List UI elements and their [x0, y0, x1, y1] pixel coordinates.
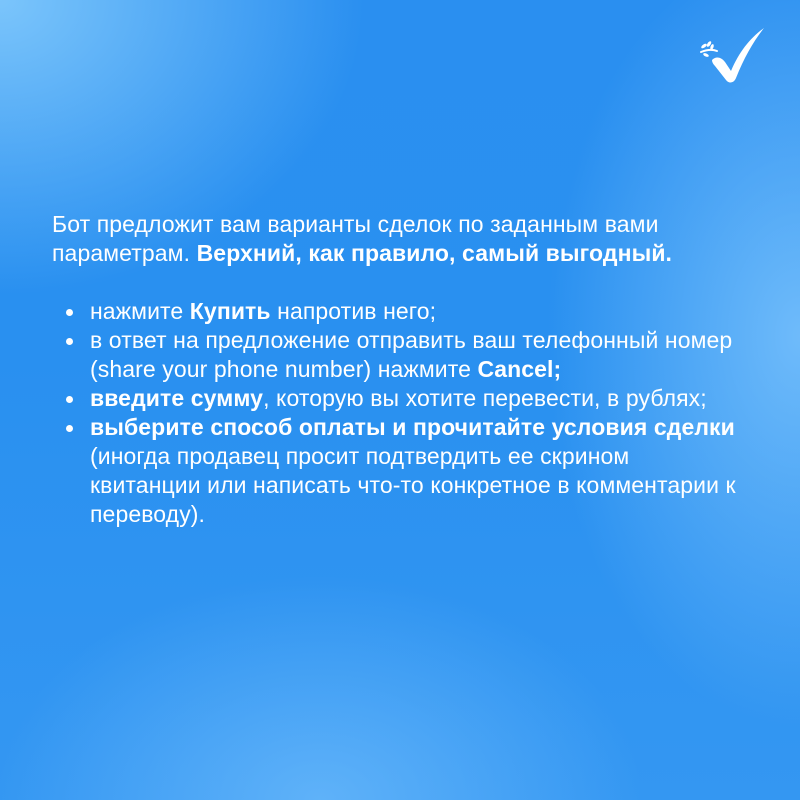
step-text: напротив него;: [270, 298, 437, 324]
list-item: [52, 326, 742, 384]
step-bold: введите сумму: [90, 385, 264, 411]
step-bold: Купить: [189, 298, 271, 324]
step-text: , которую вы хотите перевести, в рублях;: [263, 385, 707, 411]
steps-list: [52, 297, 742, 529]
step-text: нажмите: [90, 298, 190, 324]
step-bold: Cancel;: [477, 356, 562, 382]
step-text: в ответ на предложение отправить ваш телефонный номер (share your phone number) нажмите: [90, 327, 733, 382]
intro-highlight: Верхний, как правило, самый выгодный.: [196, 240, 673, 266]
instructions-block: [52, 210, 742, 529]
dove-checkmark-icon: [698, 26, 766, 84]
step-bold: выберите способ оплаты и прочитайте условия сделки: [90, 414, 735, 440]
list-item: [52, 297, 742, 326]
step-text: (иногда продавец просит подтвердить ее скрином квитанции или написать что-то конкретное в комментарии к переводу).: [90, 443, 736, 527]
list-item: [52, 384, 742, 413]
intro-paragraph: [52, 210, 742, 268]
list-item: [52, 413, 742, 529]
intro-text: Бот предложит вам варианты сделок по заданным вами параметрам.: [52, 211, 659, 266]
